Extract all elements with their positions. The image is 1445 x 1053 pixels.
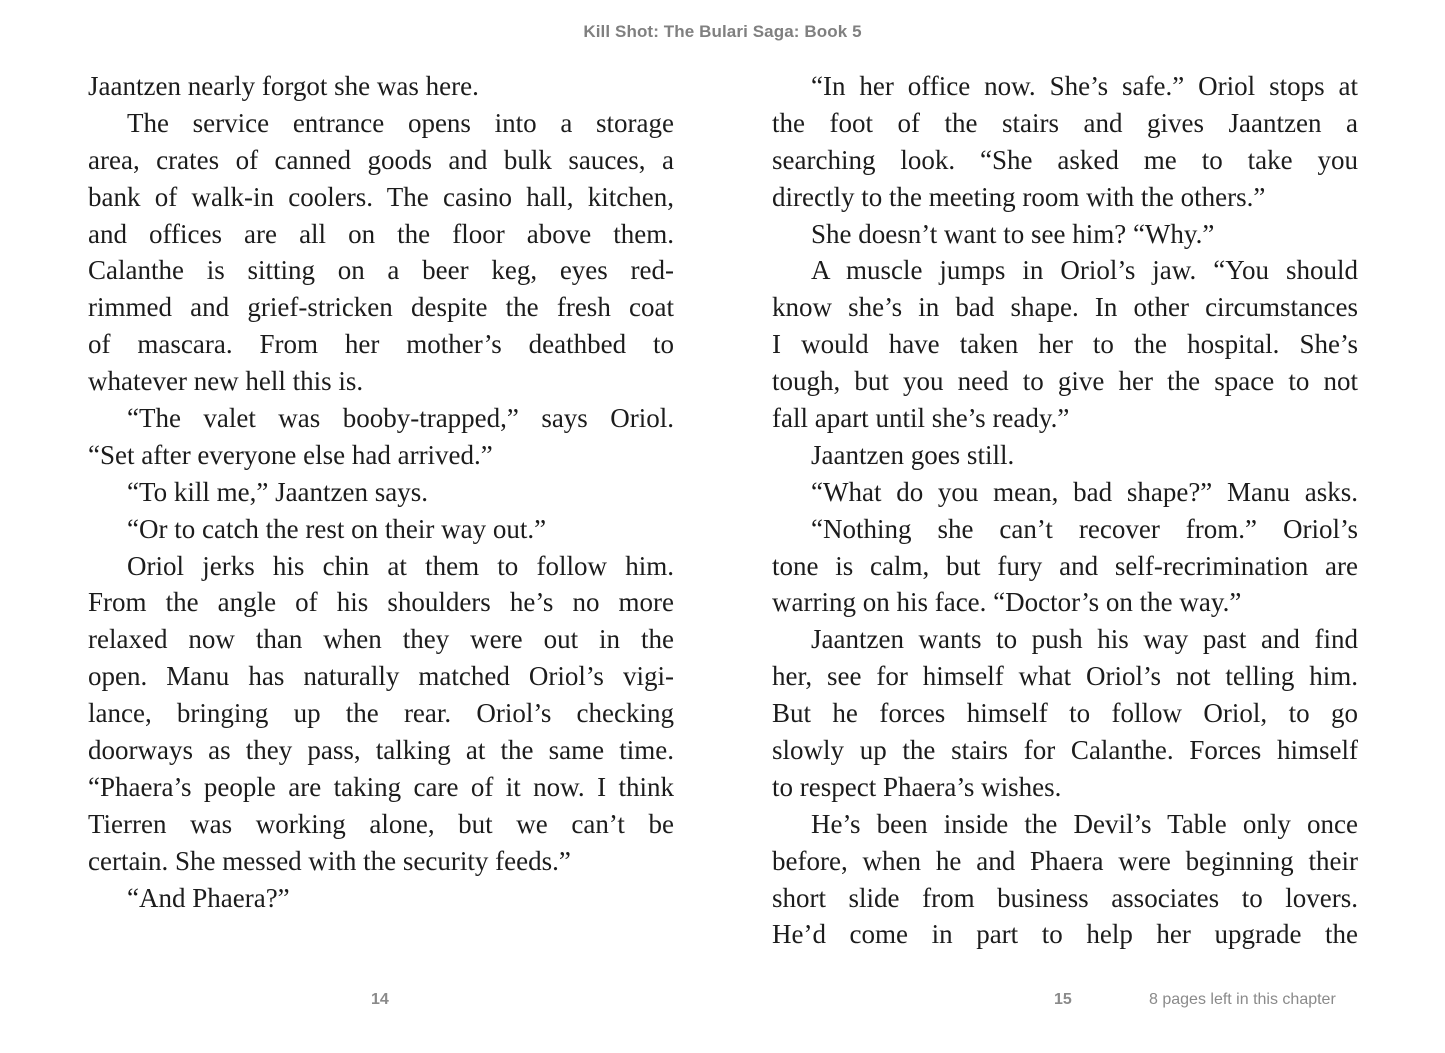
- text-line: But he forces himself to follow Oriol, to go: [772, 698, 1358, 729]
- pages-left-in-chapter: 8 pages left in this chapter: [1149, 991, 1336, 1008]
- text-line: Jaantzen goes still.: [811, 439, 1015, 470]
- text-line: A muscle jumps in Oriol’s jaw. “You should: [811, 255, 1358, 286]
- text-line: Oriol jerks his chin at them to follow him.: [127, 550, 674, 581]
- text-line: rimmed and grief-stricken despite the fresh coat: [88, 292, 674, 323]
- text-line: Tierren was working alone, but we can’t be: [88, 808, 674, 839]
- text-line: He’d come in part to help her upgrade the: [772, 919, 1358, 950]
- text-line: “The valet was booby-trapped,” says Oriol.: [127, 403, 674, 434]
- text-line: short slide from business associates to lovers.: [772, 882, 1358, 913]
- text-line: “Nothing she can’t recover from.” Oriol’s: [811, 513, 1358, 544]
- text-line: before, when he and Phaera were beginning their: [772, 845, 1358, 876]
- text-line: “In her office now. She’s safe.” Oriol stops at: [811, 71, 1358, 101]
- text-line: tough, but you need to give her the space to not: [772, 366, 1358, 397]
- text-line: Calanthe is sitting on a beer keg, eyes red-: [88, 255, 674, 286]
- text-line: bank of walk-in coolers. The casino hall, kitchen,: [88, 181, 674, 212]
- text-line: Jaantzen nearly forgot she was here.: [88, 71, 479, 101]
- text-line: I would have taken her to the hospital. She’s: [772, 329, 1358, 360]
- text-line: whatever new hell this is.: [88, 366, 364, 397]
- text-line: know she’s in bad shape. In other circumstances: [772, 292, 1358, 323]
- text-line: to respect Phaera’s wishes.: [772, 771, 1062, 802]
- text-line: and offices are all on the floor above them.: [88, 218, 674, 249]
- text-line: of mascara. From her mother’s deathbed to: [88, 329, 674, 360]
- text-line: “Phaera’s people are taking care of it now. I think: [88, 771, 674, 802]
- text-line: tone is calm, but fury and self-recrimination are: [772, 550, 1358, 581]
- text-line: “Or to catch the rest on their way out.”: [127, 513, 547, 544]
- text-line: searching look. “She asked me to take you: [772, 144, 1358, 175]
- right-page-number: 15: [1054, 991, 1072, 1008]
- book-title: Kill Shot: The Bulari Saga: Book 5: [583, 22, 862, 41]
- text-line: open. Manu has naturally matched Oriol’s vigi-: [88, 661, 674, 692]
- text-line: area, crates of canned goods and bulk sauces, a: [88, 144, 674, 175]
- text-line: “And Phaera?”: [127, 882, 290, 913]
- text-line: fall apart until she’s ready.”: [772, 403, 1070, 434]
- text-line: warring on his face. “Doctor’s on the way.”: [772, 587, 1242, 618]
- text-line: She doesn’t want to see him? “Why.”: [811, 218, 1215, 249]
- text-line: Jaantzen wants to push his way past and find: [811, 624, 1358, 655]
- text-line: certain. She messed with the security feeds.”: [88, 845, 571, 876]
- text-line: relaxed now than when they were out in the: [88, 624, 674, 655]
- text-line: “Set after everyone else had arrived.”: [88, 439, 493, 470]
- text-line: lance, bringing up the rear. Oriol’s checking: [88, 698, 674, 729]
- text-line: “What do you mean, bad shape?” Manu asks.: [811, 476, 1358, 507]
- text-line: slowly up the stairs for Calanthe. Forces himself: [772, 735, 1358, 766]
- text-line: The service entrance opens into a storage: [127, 107, 674, 138]
- text-line: directly to the meeting room with the others.”: [772, 181, 1266, 212]
- text-line: From the angle of his shoulders he’s no more: [88, 587, 674, 618]
- text-line: “To kill me,” Jaantzen says.: [127, 476, 429, 507]
- left-page-number: 14: [371, 991, 389, 1008]
- text-line: He’s been inside the Devil’s Table only once: [811, 808, 1358, 839]
- text-line: doorways as they pass, talking at the same time.: [88, 735, 674, 766]
- text-line: the foot of the stairs and gives Jaantzen a: [772, 107, 1358, 138]
- right-page[interactable]: [772, 68, 1358, 953]
- left-page[interactable]: [88, 68, 674, 916]
- text-line: her, see for himself what Oriol’s not telling him.: [772, 661, 1358, 692]
